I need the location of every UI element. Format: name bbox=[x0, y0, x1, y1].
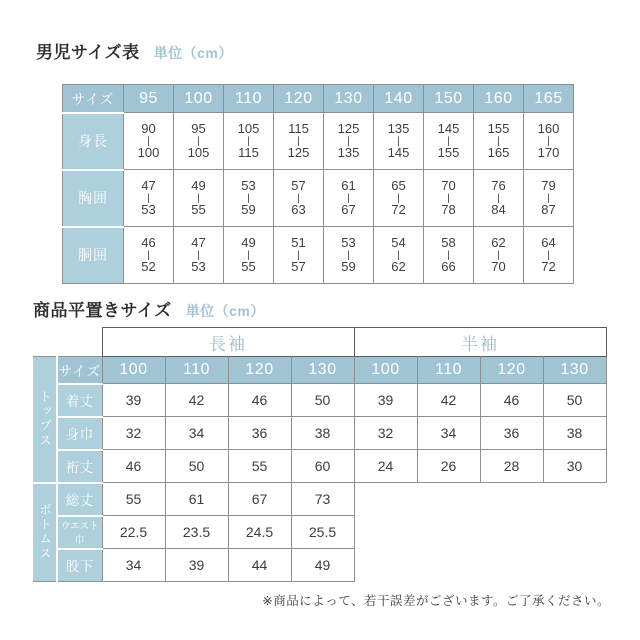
range-to: 84 bbox=[491, 201, 506, 217]
range-cell bbox=[124, 113, 174, 170]
flat-size-column-header: 110 bbox=[417, 357, 480, 384]
range-from: 51 bbox=[291, 235, 306, 251]
value-cell: 46 bbox=[228, 384, 291, 417]
size-column-header: 95 bbox=[124, 85, 174, 113]
value-cell: 50 bbox=[165, 450, 228, 483]
value-cell: 24.5 bbox=[228, 516, 291, 549]
flat-size-table bbox=[33, 327, 607, 582]
size-column-header: 100 bbox=[174, 85, 224, 113]
range-cell bbox=[474, 170, 524, 227]
sleeve-group-header-long: 長袖 bbox=[102, 328, 354, 357]
value-cell: 22.5 bbox=[102, 516, 165, 549]
range-from: 95 bbox=[191, 121, 206, 137]
range-separator-glyph: | bbox=[197, 192, 200, 204]
range-separator-glyph: | bbox=[347, 135, 350, 147]
range-from: 54 bbox=[391, 235, 406, 251]
table-row bbox=[33, 384, 606, 417]
value-cell: 61 bbox=[165, 483, 228, 516]
range-separator-glyph: | bbox=[447, 135, 450, 147]
size-column-header: 110 bbox=[224, 85, 274, 113]
range-to: 63 bbox=[291, 201, 306, 217]
flat-size-column-header: 130 bbox=[543, 357, 606, 384]
value-cell: 24 bbox=[354, 450, 417, 483]
table-row bbox=[33, 357, 606, 384]
range-cell bbox=[524, 170, 574, 227]
range-cell bbox=[324, 113, 374, 170]
range-from: 49 bbox=[241, 235, 256, 251]
range-to: 100 bbox=[137, 144, 160, 160]
value-cell: 73 bbox=[291, 483, 354, 516]
table-row bbox=[33, 483, 606, 516]
sleeve-header-spacer bbox=[33, 328, 102, 357]
table-row bbox=[33, 417, 606, 450]
table-row bbox=[33, 450, 606, 483]
value-cell: 25.5 bbox=[291, 516, 354, 549]
range-to: 57 bbox=[291, 258, 306, 274]
range-from: 70 bbox=[441, 178, 456, 194]
range-to: 87 bbox=[541, 201, 556, 217]
range-from: 47 bbox=[141, 178, 156, 194]
range-from: 105 bbox=[237, 121, 260, 137]
range-cell bbox=[124, 227, 174, 284]
value-cell: 32 bbox=[354, 417, 417, 450]
range-separator-glyph: | bbox=[397, 135, 400, 147]
size-column-header: 140 bbox=[374, 85, 424, 113]
range-separator-glyph: | bbox=[447, 192, 450, 204]
value-cell: 46 bbox=[102, 450, 165, 483]
table-row bbox=[63, 170, 574, 227]
range-to: 70 bbox=[491, 258, 506, 274]
size-column-header: 120 bbox=[274, 85, 324, 113]
value-cell: 39 bbox=[165, 549, 228, 582]
range-to: 55 bbox=[191, 201, 206, 217]
boys-size-chart-title: 男児サイズ表 bbox=[36, 43, 140, 62]
range-to: 125 bbox=[287, 144, 310, 160]
range-from: 65 bbox=[391, 178, 406, 194]
range-from: 155 bbox=[487, 121, 510, 137]
range-separator-glyph: | bbox=[147, 192, 150, 204]
value-cell: 50 bbox=[291, 384, 354, 417]
range-from: 46 bbox=[141, 235, 156, 251]
vertical-group-label-bottoms: ボトムス bbox=[33, 483, 57, 582]
value-cell: 32 bbox=[102, 417, 165, 450]
flat-size-column-header: 110 bbox=[165, 357, 228, 384]
value-cell: 55 bbox=[228, 450, 291, 483]
range-separator-glyph: | bbox=[547, 192, 550, 204]
range-cell bbox=[174, 227, 224, 284]
range-separator-glyph: | bbox=[347, 249, 350, 261]
range-to: 66 bbox=[441, 258, 456, 274]
value-cell: 44 bbox=[228, 549, 291, 582]
range-cell bbox=[224, 227, 274, 284]
range-cell bbox=[274, 227, 324, 284]
range-separator-glyph: | bbox=[247, 249, 250, 261]
range-to: 155 bbox=[437, 144, 460, 160]
flat-row-label: 股下 bbox=[57, 549, 102, 582]
range-from: 61 bbox=[341, 178, 356, 194]
range-to: 115 bbox=[238, 144, 259, 160]
range-cell bbox=[174, 170, 224, 227]
measurement-row-label: 胴囲 bbox=[63, 227, 124, 284]
range-separator-glyph: | bbox=[397, 192, 400, 204]
flat-row-label: 着丈 bbox=[57, 384, 102, 417]
range-from: 53 bbox=[241, 178, 256, 194]
value-cell: 34 bbox=[165, 417, 228, 450]
range-cell bbox=[174, 113, 224, 170]
range-from: 125 bbox=[337, 121, 360, 137]
range-to: 72 bbox=[541, 258, 556, 274]
flat-size-heading bbox=[33, 296, 265, 321]
range-cell bbox=[474, 113, 524, 170]
vertical-group-label-tops: トップス bbox=[33, 357, 57, 483]
range-cell bbox=[424, 113, 474, 170]
value-cell: 34 bbox=[102, 549, 165, 582]
value-cell: 67 bbox=[228, 483, 291, 516]
unit-label-1: 単位（cm） bbox=[153, 45, 233, 61]
range-from: 57 bbox=[291, 178, 306, 194]
table-row bbox=[63, 85, 574, 113]
range-separator-glyph: | bbox=[497, 249, 500, 261]
size-column-header: 150 bbox=[424, 85, 474, 113]
boys-size-table bbox=[62, 84, 574, 284]
value-cell: 38 bbox=[291, 417, 354, 450]
range-separator-glyph: | bbox=[297, 249, 300, 261]
range-to: 135 bbox=[337, 144, 360, 160]
flat-row-label: ウエスト巾 bbox=[57, 516, 102, 549]
range-separator-glyph: | bbox=[247, 135, 250, 147]
size-column-header: 130 bbox=[324, 85, 374, 113]
sleeve-group-header-short: 半袖 bbox=[354, 328, 606, 357]
value-cell: 55 bbox=[102, 483, 165, 516]
flat-size-header-corner: サイズ bbox=[57, 357, 102, 384]
value-cell: 39 bbox=[354, 384, 417, 417]
flat-row-label: 身巾 bbox=[57, 417, 102, 450]
range-cell bbox=[324, 227, 374, 284]
range-cell bbox=[274, 113, 324, 170]
flat-size-column-header: 120 bbox=[480, 357, 543, 384]
flat-size-column-header: 100 bbox=[354, 357, 417, 384]
range-to: 78 bbox=[441, 201, 456, 217]
unit-label-2: 単位（cm） bbox=[185, 303, 265, 319]
range-cell bbox=[524, 227, 574, 284]
value-cell: 50 bbox=[543, 384, 606, 417]
range-from: 76 bbox=[491, 178, 506, 194]
range-separator-glyph: | bbox=[547, 135, 550, 147]
range-from: 135 bbox=[387, 121, 410, 137]
range-cell bbox=[274, 170, 324, 227]
value-cell: 23.5 bbox=[165, 516, 228, 549]
flat-size-column-header: 120 bbox=[228, 357, 291, 384]
range-to: 52 bbox=[141, 258, 156, 274]
size-column-header: 165 bbox=[524, 85, 574, 113]
size-header-corner: サイズ bbox=[63, 85, 124, 113]
range-cell bbox=[224, 170, 274, 227]
value-cell: 39 bbox=[102, 384, 165, 417]
value-cell: 36 bbox=[228, 417, 291, 450]
range-cell bbox=[524, 113, 574, 170]
range-cell bbox=[424, 227, 474, 284]
range-from: 115 bbox=[288, 121, 309, 137]
value-cell: 38 bbox=[543, 417, 606, 450]
range-from: 160 bbox=[537, 121, 560, 137]
table-row bbox=[63, 227, 574, 284]
range-to: 59 bbox=[341, 258, 356, 274]
value-cell: 34 bbox=[417, 417, 480, 450]
value-cell: 46 bbox=[480, 384, 543, 417]
range-separator-glyph: | bbox=[297, 135, 300, 147]
range-separator-glyph: | bbox=[497, 135, 500, 147]
flat-size-title: 商品平置きサイズ bbox=[33, 301, 172, 320]
range-to: 67 bbox=[341, 201, 356, 217]
flat-row-label: 総丈 bbox=[57, 483, 102, 516]
value-cell: 28 bbox=[480, 450, 543, 483]
range-from: 53 bbox=[341, 235, 356, 251]
range-cell bbox=[224, 113, 274, 170]
range-cell bbox=[124, 170, 174, 227]
range-to: 53 bbox=[141, 201, 156, 217]
table-row bbox=[33, 328, 606, 357]
range-from: 62 bbox=[491, 235, 506, 251]
range-from: 79 bbox=[541, 178, 556, 194]
boys-size-table-body bbox=[63, 85, 574, 284]
range-to: 165 bbox=[487, 144, 510, 160]
table-row bbox=[63, 113, 574, 170]
range-from: 90 bbox=[141, 121, 156, 137]
value-cell: 42 bbox=[165, 384, 228, 417]
measurement-row-label: 身長 bbox=[63, 113, 124, 170]
size-column-header: 160 bbox=[474, 85, 524, 113]
range-cell bbox=[424, 170, 474, 227]
range-cell bbox=[374, 227, 424, 284]
range-to: 55 bbox=[241, 258, 256, 274]
measurement-row-label: 胸囲 bbox=[63, 170, 124, 227]
range-separator-glyph: | bbox=[147, 249, 150, 261]
range-to: 59 bbox=[241, 201, 256, 217]
range-to: 145 bbox=[387, 144, 410, 160]
range-to: 72 bbox=[391, 201, 406, 217]
flat-row-label: 裄丈 bbox=[57, 450, 102, 483]
value-cell: 42 bbox=[417, 384, 480, 417]
range-to: 53 bbox=[191, 258, 206, 274]
flat-size-column-header: 130 bbox=[291, 357, 354, 384]
range-cell bbox=[374, 170, 424, 227]
range-separator-glyph: | bbox=[247, 192, 250, 204]
range-separator-glyph: | bbox=[147, 135, 150, 147]
value-cell: 30 bbox=[543, 450, 606, 483]
range-separator-glyph: | bbox=[347, 192, 350, 204]
range-separator-glyph: | bbox=[197, 135, 200, 147]
range-to: 105 bbox=[187, 144, 210, 160]
flat-size-column-header: 100 bbox=[102, 357, 165, 384]
value-cell: 60 bbox=[291, 450, 354, 483]
range-cell bbox=[474, 227, 524, 284]
range-to: 62 bbox=[391, 258, 406, 274]
range-separator-glyph: | bbox=[497, 192, 500, 204]
boys-size-chart-heading bbox=[36, 38, 233, 63]
range-separator-glyph: | bbox=[297, 192, 300, 204]
value-cell: 26 bbox=[417, 450, 480, 483]
range-from: 58 bbox=[441, 235, 456, 251]
range-separator-glyph: | bbox=[547, 249, 550, 261]
value-cell: 49 bbox=[291, 549, 354, 582]
flat-size-table-body bbox=[33, 328, 606, 582]
range-to: 170 bbox=[537, 144, 560, 160]
disclaimer-note: ※商品によって、若干誤差がございます。ご了承ください。 bbox=[262, 594, 610, 608]
range-from: 64 bbox=[541, 235, 556, 251]
range-separator-glyph: | bbox=[447, 249, 450, 261]
range-separator-glyph: | bbox=[197, 249, 200, 261]
bottoms-empty-area bbox=[354, 483, 606, 582]
range-from: 49 bbox=[191, 178, 206, 194]
range-cell bbox=[374, 113, 424, 170]
range-from: 145 bbox=[437, 121, 460, 137]
value-cell: 36 bbox=[480, 417, 543, 450]
range-from: 47 bbox=[191, 235, 206, 251]
range-separator-glyph: | bbox=[397, 249, 400, 261]
range-cell bbox=[324, 170, 374, 227]
